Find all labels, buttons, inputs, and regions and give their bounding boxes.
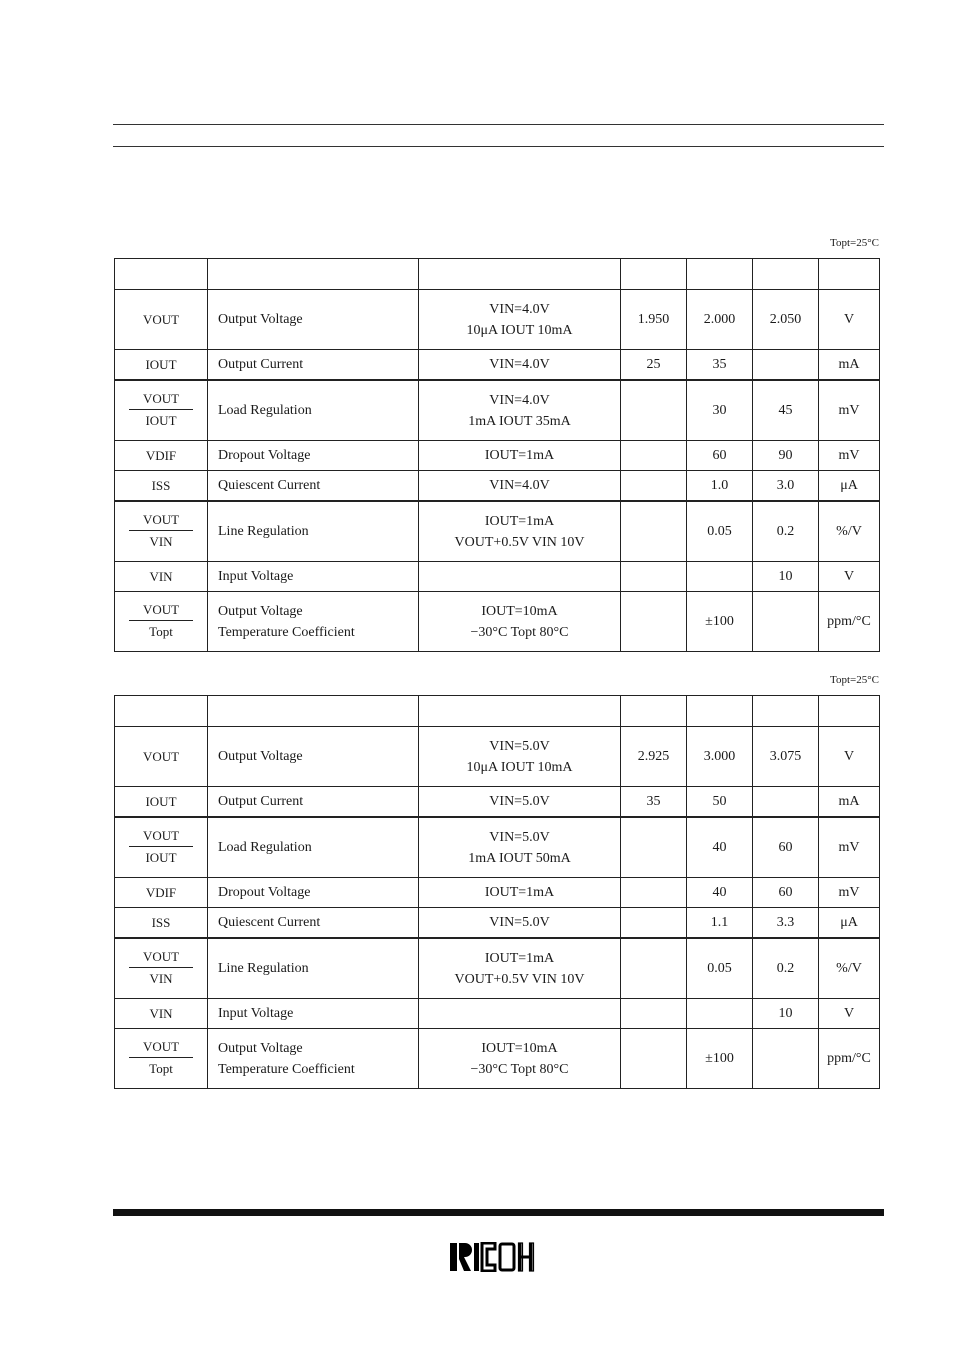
header-unit-cell: [819, 259, 880, 290]
header-rule-lower: [113, 146, 884, 147]
symbol-cell: [115, 592, 208, 652]
conditions-cell: IOUT=1mA: [419, 878, 621, 908]
min-cell: [621, 908, 687, 939]
symbol-cell: [115, 938, 208, 999]
typ-cell: 0.05: [687, 501, 753, 562]
spec-table-1: [114, 258, 880, 652]
table-header-row: [115, 259, 880, 290]
conditions-cell: VIN=4.0V: [419, 350, 621, 381]
condition-line: 1mA IOUT 35mA: [468, 413, 571, 429]
min-cell: [621, 999, 687, 1029]
typ-cell: [687, 562, 753, 592]
parameter-cell: [208, 592, 419, 652]
conditions-cell: VIN=5.0V: [419, 787, 621, 818]
unit-cell: mA: [819, 787, 880, 818]
conditions-cell: [419, 938, 621, 999]
table-row: [115, 562, 880, 592]
unit-cell: mV: [819, 441, 880, 471]
max-cell: 3.3: [753, 908, 819, 939]
parameter-cell: [208, 1029, 419, 1089]
min-cell: [621, 471, 687, 502]
conditions-cell: [419, 290, 621, 350]
typ-cell: 60: [687, 441, 753, 471]
unit-cell: V: [819, 562, 880, 592]
unit-cell: ppm/°C: [819, 1029, 880, 1089]
conditions-cell: [419, 562, 621, 592]
min-cell: [621, 878, 687, 908]
symbol-numerator: VOUT: [129, 390, 193, 410]
parameter-cell: Dropout Voltage: [208, 441, 419, 471]
parameter-cell: Input Voltage: [208, 562, 419, 592]
condition-line: IOUT=10mA: [481, 603, 558, 619]
table-row: [115, 908, 880, 939]
unit-cell: mA: [819, 350, 880, 381]
symbol-cell: VIN: [115, 999, 208, 1029]
typ-cell: ±100: [687, 1029, 753, 1089]
max-cell: 2.050: [753, 290, 819, 350]
symbol-denominator: IOUT: [145, 413, 177, 428]
typ-cell: 40: [687, 878, 753, 908]
parameter-cell: Load Regulation: [208, 380, 419, 441]
condition-line: IOUT=10mA: [481, 1040, 558, 1056]
table-row: [115, 290, 880, 350]
min-cell: [621, 501, 687, 562]
typ-cell: [687, 999, 753, 1029]
spec-table-2: [114, 695, 880, 1089]
symbol-fraction: [129, 827, 193, 867]
typ-cell: 1.0: [687, 471, 753, 502]
symbol-fraction: [129, 601, 193, 641]
unit-cell: ppm/°C: [819, 592, 880, 652]
max-cell: 3.075: [753, 727, 819, 787]
condition-line: VOUT+0.5V VIN 10V: [454, 534, 585, 550]
parameter-line: Temperature Coefficient: [218, 1061, 355, 1077]
max-cell: 3.0: [753, 471, 819, 502]
min-cell: [621, 562, 687, 592]
header-symbol-cell: [115, 259, 208, 290]
symbol-numerator: VOUT: [129, 511, 193, 531]
parameter-cell: Output Current: [208, 350, 419, 381]
header-symbol-cell: [115, 696, 208, 727]
symbol-cell: ISS: [115, 908, 208, 939]
condition-line: VIN=4.0V: [489, 301, 550, 317]
parameter-cell: Quiescent Current: [208, 908, 419, 939]
max-cell: 0.2: [753, 938, 819, 999]
unit-cell: μA: [819, 908, 880, 939]
unit-cell: mV: [819, 817, 880, 878]
unit-cell: mV: [819, 380, 880, 441]
topt-note-table2: Topt=25°C: [830, 674, 879, 686]
parameter-line: Temperature Coefficient: [218, 624, 355, 640]
table-row: [115, 727, 880, 787]
min-cell: [621, 441, 687, 471]
header-conditions-cell: [419, 259, 621, 290]
unit-cell: V: [819, 999, 880, 1029]
min-cell: [621, 380, 687, 441]
conditions-cell: [419, 999, 621, 1029]
unit-cell: V: [819, 290, 880, 350]
min-cell: [621, 938, 687, 999]
condition-line: 10μA IOUT 10mA: [466, 322, 573, 338]
max-cell: [753, 787, 819, 818]
typ-cell: 0.05: [687, 938, 753, 999]
table-row: [115, 999, 880, 1029]
footer-rule: [113, 1209, 884, 1216]
unit-cell: mV: [819, 878, 880, 908]
parameter-line: Output Voltage: [218, 1040, 303, 1056]
conditions-cell: [419, 501, 621, 562]
symbol-fraction: [129, 511, 193, 551]
symbol-cell: VOUT: [115, 727, 208, 787]
max-cell: [753, 592, 819, 652]
table-row: [115, 441, 880, 471]
conditions-cell: IOUT=1mA: [419, 441, 621, 471]
unit-cell: %/V: [819, 938, 880, 999]
table-row: [115, 471, 880, 502]
ricoh-logo-icon: [449, 1242, 547, 1272]
max-cell: 10: [753, 562, 819, 592]
typ-cell: 2.000: [687, 290, 753, 350]
parameter-cell: Quiescent Current: [208, 471, 419, 502]
condition-line: VOUT+0.5V VIN 10V: [454, 971, 585, 987]
ricoh-logo: [449, 1242, 547, 1272]
symbol-numerator: VOUT: [129, 601, 193, 621]
header-max-cell: [753, 696, 819, 727]
min-cell: [621, 1029, 687, 1089]
min-cell: [621, 817, 687, 878]
min-cell: 25: [621, 350, 687, 381]
symbol-cell: VOUT: [115, 290, 208, 350]
min-cell: 1.950: [621, 290, 687, 350]
max-cell: 60: [753, 817, 819, 878]
conditions-cell: VIN=4.0V: [419, 471, 621, 502]
parameter-cell: Output Current: [208, 787, 419, 818]
conditions-cell: VIN=5.0V: [419, 908, 621, 939]
symbol-fraction: [129, 390, 193, 430]
symbol-denominator: VIN: [149, 971, 173, 986]
symbol-cell: VIN: [115, 562, 208, 592]
typ-cell: 40: [687, 817, 753, 878]
condition-line: 1mA IOUT 50mA: [468, 850, 571, 866]
conditions-cell: [419, 380, 621, 441]
typ-cell: 30: [687, 380, 753, 441]
symbol-denominator: IOUT: [145, 850, 177, 865]
conditions-cell: [419, 727, 621, 787]
symbol-numerator: VOUT: [129, 1038, 193, 1058]
header-item-cell: [208, 696, 419, 727]
header-rule-upper: [113, 124, 884, 125]
condition-line: IOUT=1mA: [484, 513, 555, 529]
symbol-fraction: [129, 948, 193, 988]
table-row: [115, 817, 880, 878]
typ-cell: 50: [687, 787, 753, 818]
conditions-cell: [419, 817, 621, 878]
symbol-numerator: VOUT: [129, 827, 193, 847]
symbol-denominator: VIN: [149, 534, 173, 549]
unit-cell: %/V: [819, 501, 880, 562]
header-item-cell: [208, 259, 419, 290]
max-cell: [753, 350, 819, 381]
max-cell: [753, 1029, 819, 1089]
min-cell: 2.925: [621, 727, 687, 787]
symbol-cell: [115, 1029, 208, 1089]
table-row: [115, 592, 880, 652]
conditions-cell: [419, 592, 621, 652]
typ-cell: 35: [687, 350, 753, 381]
header-conditions-cell: [419, 696, 621, 727]
table-row: [115, 938, 880, 999]
topt-note-table1: Topt=25°C: [830, 237, 879, 249]
max-cell: 0.2: [753, 501, 819, 562]
condition-line: −30°C Topt 80°C: [470, 624, 569, 640]
header-unit-cell: [819, 696, 880, 727]
symbol-cell: ISS: [115, 471, 208, 502]
header-typ-cell: [687, 696, 753, 727]
condition-line: VIN=4.0V: [489, 392, 550, 408]
parameter-cell: Load Regulation: [208, 817, 419, 878]
symbol-cell: VDIF: [115, 441, 208, 471]
symbol-denominator: Topt: [149, 1061, 173, 1076]
header-typ-cell: [687, 259, 753, 290]
parameter-cell: Output Voltage: [208, 727, 419, 787]
typ-cell: 1.1: [687, 908, 753, 939]
table-row: [115, 350, 880, 381]
symbol-denominator: Topt: [149, 624, 173, 639]
symbol-cell: [115, 817, 208, 878]
header-min-cell: [621, 696, 687, 727]
table-row: [115, 1029, 880, 1089]
parameter-line: Output Voltage: [218, 603, 303, 619]
table-row: [115, 501, 880, 562]
parameter-cell: Dropout Voltage: [208, 878, 419, 908]
table-row: [115, 878, 880, 908]
header-min-cell: [621, 259, 687, 290]
max-cell: 90: [753, 441, 819, 471]
symbol-cell: [115, 501, 208, 562]
symbol-cell: IOUT: [115, 350, 208, 381]
condition-line: IOUT=1mA: [484, 950, 555, 966]
symbol-cell: IOUT: [115, 787, 208, 818]
header-max-cell: [753, 259, 819, 290]
parameter-cell: Input Voltage: [208, 999, 419, 1029]
typ-cell: 3.000: [687, 727, 753, 787]
condition-line: VIN=5.0V: [489, 829, 550, 845]
unit-cell: μA: [819, 471, 880, 502]
symbol-cell: VDIF: [115, 878, 208, 908]
unit-cell: V: [819, 727, 880, 787]
parameter-cell: Line Regulation: [208, 501, 419, 562]
table-row: [115, 380, 880, 441]
max-cell: 45: [753, 380, 819, 441]
condition-line: VIN=5.0V: [489, 738, 550, 754]
condition-line: −30°C Topt 80°C: [470, 1061, 569, 1077]
table-header-row: [115, 696, 880, 727]
typ-cell: ±100: [687, 592, 753, 652]
symbol-fraction: [129, 1038, 193, 1078]
conditions-cell: [419, 1029, 621, 1089]
condition-line: 10μA IOUT 10mA: [466, 759, 573, 775]
max-cell: 60: [753, 878, 819, 908]
parameter-cell: Line Regulation: [208, 938, 419, 999]
parameter-cell: Output Voltage: [208, 290, 419, 350]
symbol-numerator: VOUT: [129, 948, 193, 968]
min-cell: [621, 592, 687, 652]
symbol-cell: [115, 380, 208, 441]
min-cell: 35: [621, 787, 687, 818]
table-row: [115, 787, 880, 818]
max-cell: 10: [753, 999, 819, 1029]
